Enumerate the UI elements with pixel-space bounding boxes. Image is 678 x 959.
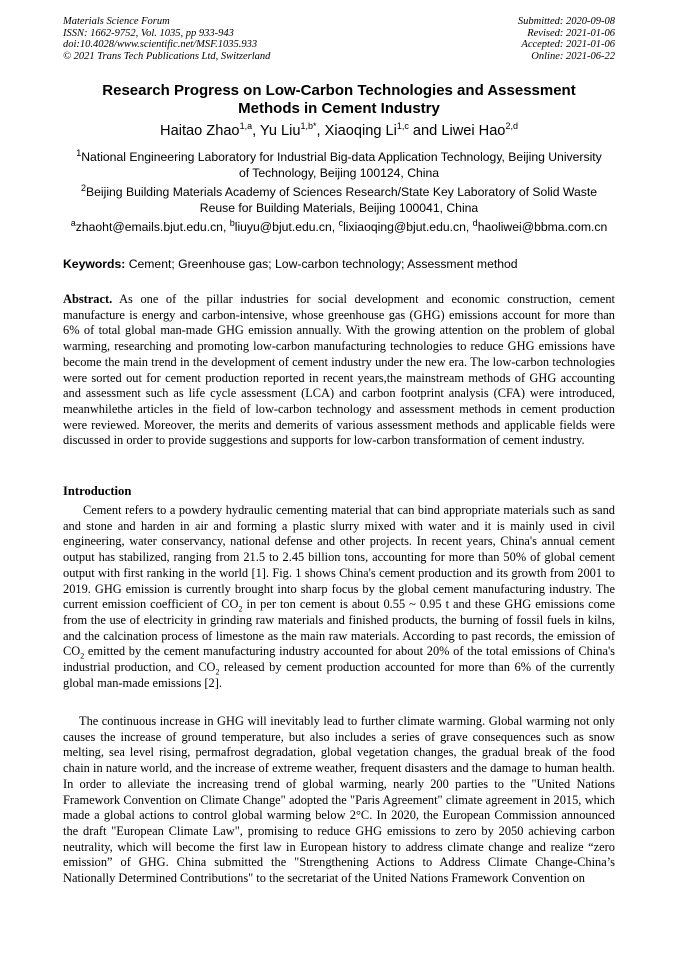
paragraph-text: in per ton cement is about 0.55 ~ 0.95 t and these GHG emissions come from the use of electricity in grinding raw materials and finished products, the burning of fossil fuels in kilns, and the calcination process of limestone as the main raw materials. According to past records, the emission of CO (63, 597, 615, 659)
abstract (63, 292, 615, 449)
title-line-2: Methods in Cement Industry (238, 100, 440, 117)
introduction-paragraph-2: The continuous increase in GHG will inevitably lead to further climate warming. Global warming not only causes the increase of ground temperature, but also includes a series of grave consequences such as snow melting, sea level rising, permafrost degradation, global vegetation changes, the gradual break of the food chain in nature world, and the increase of extreme weather, frequent disasters and the damage to human health. In order to alleviate the increasing trend of global warming, nearly 200 parties to the "United Nations Framework Convention on Climate Change" adopted the "Paris Agreement" climate agreement in 2015, which made a global actions to control global warming below 2°C. In 2020, the European Commission announced the draft "European Climate Law", promising to reduce GHG emissions to zero by 2050 achieving carbon neutrality, which will become the first law in European history to address climate change and realize “zero emission” of GHG. China submitted the "Strengthening Actions to Address Climate Change-China’s Nationally Determined Contributions" to the secretariat of the United Nations Framework Convention on (63, 714, 615, 886)
affiliation-text: National Engineering Laboratory for Industrial Big-data Application Technology, Beijing University (81, 150, 602, 164)
author-name: Haitao Zhao (160, 123, 240, 139)
section-heading-introduction: Introduction (63, 484, 132, 498)
submitted-date: Submitted: 2020-09-08 (517, 16, 615, 27)
subscript: 2 (80, 651, 85, 661)
affiliation-mark: 1 (76, 147, 82, 158)
header-dates (518, 16, 615, 62)
email-mark: a (70, 217, 76, 228)
abstract-text: As one of the pillar industries for social development and economic construction, cement manufacture is energy and carbon-intensive, whose greenhouse gas (GHG) emissions account for more than 6% of total global man-made GHG emission annually. With the growing attention on the problem of global warming, researching and promoting low-carbon manufacturing technologies to reduce GHG emissions have become the main trend in the development of cement industry under the new era. The low-carbon technologies were sorted out for cement production reported in recent years,the mainstream methods of GHG accounting and assessment such as life cycle assessment (LCA) and carbon footprint analysis (CFA) were introduced, meanwhilethe articles in the field of low-carbon technology and assessment methods in cement production were reviewed. Moreover, the merits and demerits of various assessment methods and applicable fields were discussed in order to provide suggestions and supports for low-carbon transformation of cement industry. (63, 292, 615, 448)
author-affiliation-mark: 1,a (239, 121, 253, 132)
paragraph-text: released by cement production accounted for more than 6% of the currently global man-made emissions [2]. (63, 660, 616, 690)
affiliation-mark: 2 (80, 182, 86, 193)
keywords-text: Cement; Greenhouse gas; Low-carbon technology; Assessment method (125, 257, 518, 271)
revised-date: Revised: 2021-01-06 (527, 27, 615, 39)
header-publication-info (63, 16, 270, 62)
title-line-1: Research Progress on Low-Carbon Technologies and Assessment (102, 82, 576, 99)
email-mark: d (472, 217, 478, 228)
author-name: Xiaoqing Li (324, 123, 397, 139)
author-separator: , (252, 123, 260, 139)
subscript: 2 (238, 604, 243, 614)
affiliation-1 (63, 147, 615, 181)
author-emails (63, 217, 615, 236)
introduction-paragraph-1 (63, 503, 615, 691)
author-affiliation-mark: 2,d (505, 121, 518, 132)
email-link[interactable]: lixiaoqing@bjut.edu.cn, (343, 220, 473, 234)
affiliation-text: Reuse for Building Materials, Beijing 100041, China (199, 200, 479, 215)
page-header (63, 16, 615, 64)
author-affiliation-mark: 1,b* (300, 121, 317, 132)
author-affiliation-mark: 1,c (396, 121, 409, 132)
email-mark: b (229, 217, 235, 228)
online-date: Online: 2021-06-22 (531, 50, 615, 62)
paper-title (63, 82, 615, 118)
email-link[interactable]: zhaoht@emails.bjut.edu.cn, (75, 220, 230, 234)
paragraph-text: Cement refers to a powdery hydraulic cementing material that can bind appropriate materials such as sand and stone and harden in air and forming a plastic slurry mixed with water and it is mainly used in civil engineering, water conservancy, national defense and other projects. In recent years, China's annual cement output has stabilized, ranging from 21.5 to 2.45 billion tons, accounting for more than 50% of global cement output with first ranking in the world [1]. Fig. 1 shows China's cement production and its growth from 2001 to 2019. GHG emission is currently brought into sharp focus by the global cement manufacturing industry. The current emission coefficient of CO (63, 503, 615, 612)
affiliation-text: Beijing Building Materials Academy of Sciences Research/State Key Laboratory of Solid Waste (86, 185, 598, 199)
doi-link[interactable]: doi:10.4028/www.scientific.net/MSF.1035.933 (63, 39, 258, 51)
author-name: Yu Liu (259, 123, 301, 139)
email-mark: c (338, 217, 344, 228)
email-link[interactable]: liuyu@bjut.edu.cn, (234, 220, 339, 234)
subscript: 2 (215, 667, 220, 677)
accepted-date: Accepted: 2021-01-06 (521, 39, 615, 51)
paragraph-text: emitted by the cement manufacturing industry accounted for about 20% of the total emissions of China's industrial production, and CO (63, 644, 615, 675)
copyright-notice: © 2021 Trans Tech Publications Ltd, Switzerland (63, 50, 271, 62)
affiliation-text: of Technology, Beijing 100124, China (238, 165, 440, 180)
author-name: Liwei Hao (441, 123, 506, 139)
issn-volume: ISSN: 1662-9752, Vol. 1035, pp 933-943 (63, 27, 234, 39)
affiliation-2 (63, 182, 615, 216)
email-link[interactable]: haoliwei@bbma.com.cn (477, 220, 608, 234)
author-list (63, 122, 615, 140)
author-separator: , (316, 123, 325, 139)
keywords-label: Keywords: (63, 257, 126, 271)
abstract-label: Abstract. (63, 292, 113, 306)
journal-name: Materials Science Forum (63, 16, 170, 27)
author-separator: and (408, 123, 442, 139)
keywords (63, 257, 615, 273)
